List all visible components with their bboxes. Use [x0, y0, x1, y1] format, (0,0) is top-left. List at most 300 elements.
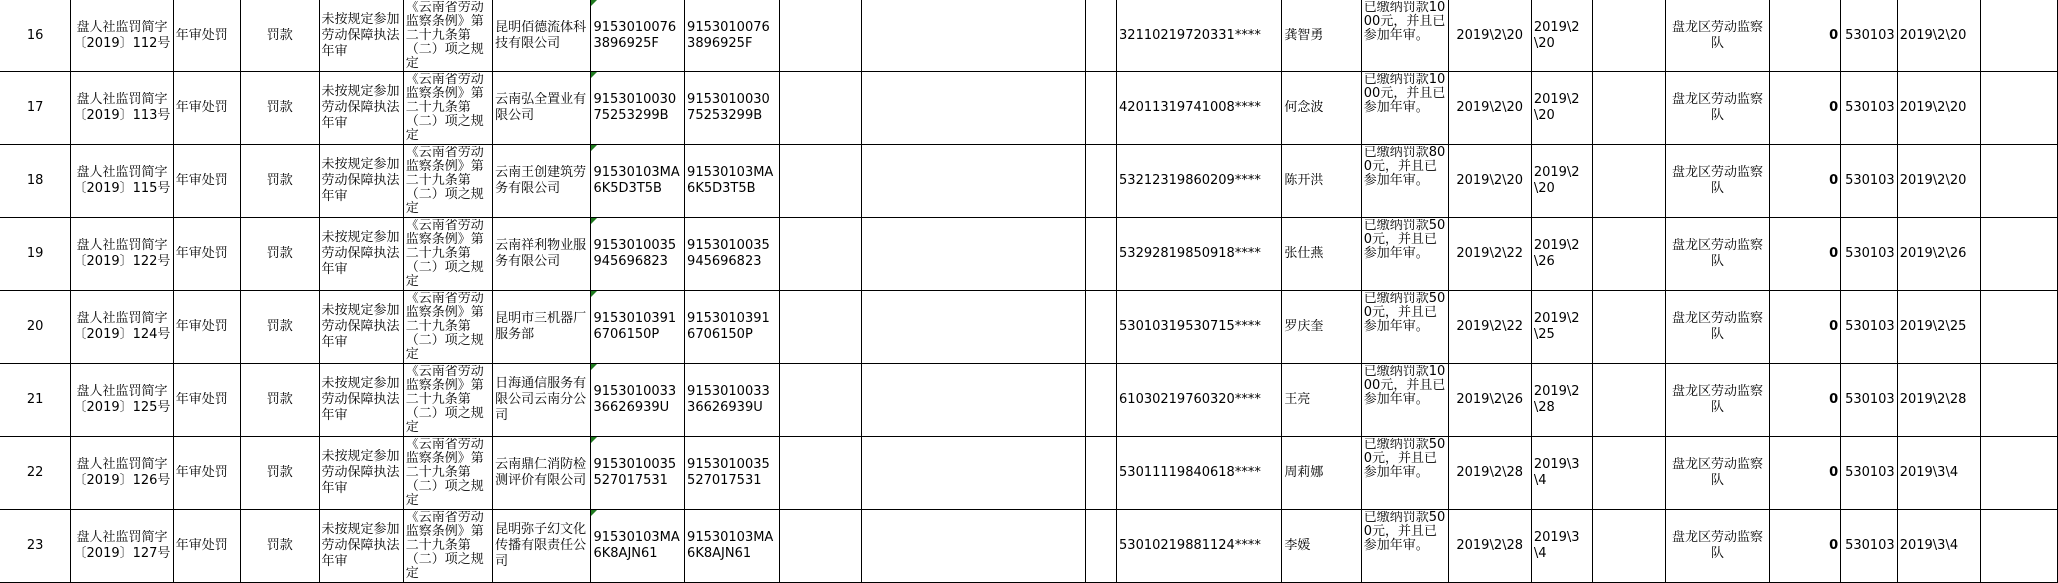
- cell-text: 19: [26, 246, 44, 261]
- cell-text: 已缴纳罚款500元，并且已参加年审。: [1363, 219, 1446, 261]
- id-number-cell[interactable]: [1117, 437, 1282, 510]
- valid-date-cell[interactable]: [1531, 364, 1592, 437]
- cell-text: 已缴纳罚款800元，并且已参加年审。: [1363, 146, 1446, 188]
- case-type-cell[interactable]: [173, 364, 240, 437]
- error-indicator-icon: [591, 364, 597, 370]
- decision-date-cell[interactable]: [1448, 0, 1531, 72]
- org-code-cell[interactable]: [685, 0, 780, 72]
- case-type-cell[interactable]: [173, 510, 240, 583]
- penalty-type-cell[interactable]: [240, 510, 319, 583]
- cell-text: 17: [26, 100, 44, 115]
- cell-text: 0: [1829, 27, 1839, 43]
- cell-text: 2019\3\4: [1899, 465, 1959, 480]
- valid-date-cell[interactable]: [1531, 437, 1592, 510]
- org-code-cell[interactable]: [685, 72, 780, 145]
- penalty-content-cell[interactable]: [1361, 437, 1448, 510]
- cell-text: 2019\2\25: [1533, 311, 1580, 342]
- cell-text: 罗庆奎: [1284, 319, 1324, 334]
- agency-cell[interactable]: [1666, 0, 1769, 72]
- id-number-cell[interactable]: [1117, 291, 1282, 364]
- entity-name-cell[interactable]: [493, 72, 591, 145]
- violation-reason-cell[interactable]: [319, 364, 403, 437]
- penalty-content-cell[interactable]: [1361, 145, 1448, 218]
- seq-cell[interactable]: [0, 72, 71, 145]
- agency-cell[interactable]: [1666, 218, 1769, 291]
- region-code-cell[interactable]: [1841, 364, 1898, 437]
- status-cell[interactable]: [1769, 218, 1841, 291]
- penalty-type-cell[interactable]: [240, 291, 319, 364]
- agency-cell[interactable]: [1666, 437, 1769, 510]
- legal-basis-cell[interactable]: [403, 291, 492, 364]
- cell-text: 2019\2\20: [1456, 100, 1524, 115]
- error-indicator-icon: [591, 510, 597, 516]
- empty-cell[interactable]: [1593, 0, 1666, 72]
- cell-text: 日海通信服务有限公司云南分公司: [495, 376, 587, 423]
- empty-cell[interactable]: [1980, 291, 2057, 364]
- decision-date-cell[interactable]: [1448, 364, 1531, 437]
- seq-cell[interactable]: [0, 0, 71, 72]
- case-type-cell[interactable]: [173, 291, 240, 364]
- violation-reason-cell[interactable]: [319, 291, 403, 364]
- empty-cell[interactable]: [1593, 72, 1666, 145]
- cell-text: 20: [26, 319, 44, 334]
- document-number-cell[interactable]: [71, 364, 174, 437]
- seq-cell[interactable]: [0, 437, 71, 510]
- cell-text: 2019\2\28: [1456, 538, 1524, 553]
- violation-reason-cell[interactable]: [319, 510, 403, 583]
- empty-cell[interactable]: [779, 72, 862, 145]
- seq-cell[interactable]: [0, 364, 71, 437]
- cell-text: 2019\3\4: [1899, 538, 1959, 553]
- table-row: [0, 437, 2058, 510]
- agency-cell[interactable]: [1666, 72, 1769, 145]
- cell-text: 李媛: [1284, 538, 1311, 553]
- cell-text: 53010219881124****: [1119, 538, 1261, 553]
- org-code-cell[interactable]: [685, 437, 780, 510]
- cell-text: 罚款: [266, 465, 293, 480]
- cell-text: 91530103916706150P: [687, 311, 770, 342]
- cell-text: 《云南省劳动监察条例》第二十九条第（二）项之规定: [405, 73, 484, 143]
- region-code-cell[interactable]: [1841, 510, 1898, 583]
- cell-text: 陈开洪: [1284, 173, 1324, 188]
- entity-name-cell[interactable]: [493, 218, 591, 291]
- entity-name-cell[interactable]: [493, 364, 591, 437]
- cell-text: 年审处罚: [175, 392, 228, 407]
- legal-representative-cell[interactable]: [1282, 0, 1361, 72]
- table-row: [0, 510, 2058, 583]
- update-date-cell[interactable]: [1897, 218, 1980, 291]
- penalty-content-cell[interactable]: [1361, 291, 1448, 364]
- status-cell[interactable]: [1769, 0, 1841, 72]
- cell-text: 盘龙区劳动监察队: [1671, 530, 1763, 561]
- legal-basis-cell[interactable]: [403, 0, 492, 72]
- status-cell[interactable]: [1769, 291, 1841, 364]
- penalty-content-cell[interactable]: [1361, 510, 1448, 583]
- cell-text: 盘龙区劳动监察队: [1671, 457, 1763, 488]
- case-type-cell[interactable]: [173, 437, 240, 510]
- violation-reason-cell[interactable]: [319, 145, 403, 218]
- cell-text: 2019\2\20: [1533, 19, 1580, 51]
- cell-text: 2019\2\20: [1899, 27, 1967, 43]
- cell-text: 年审处罚: [175, 319, 228, 334]
- agency-cell[interactable]: [1666, 145, 1769, 218]
- empty-cell[interactable]: [862, 0, 1085, 72]
- cell-text: 91530100763896925F: [687, 19, 770, 51]
- cell-text: 0: [1829, 465, 1839, 480]
- case-type-cell[interactable]: [173, 218, 240, 291]
- error-indicator-icon: [591, 0, 597, 6]
- empty-cell[interactable]: [1085, 145, 1116, 218]
- empty-cell[interactable]: [1593, 437, 1666, 510]
- cell-text: 2019\2\20: [1456, 27, 1524, 43]
- empty-cell[interactable]: [1980, 437, 2057, 510]
- violation-reason-cell[interactable]: [319, 0, 403, 72]
- empty-cell[interactable]: [1085, 0, 1116, 72]
- cell-text: 2019\2\25: [1899, 319, 1967, 334]
- valid-date-cell[interactable]: [1531, 218, 1592, 291]
- case-type-cell[interactable]: [173, 72, 240, 145]
- legal-basis-cell[interactable]: [403, 510, 492, 583]
- update-date-cell[interactable]: [1897, 291, 1980, 364]
- empty-cell[interactable]: [1593, 364, 1666, 437]
- org-code-cell[interactable]: [685, 218, 780, 291]
- cell-text: 《云南省劳动监察条例》第二十九条第（二）项之规定: [405, 365, 484, 435]
- legal-representative-cell[interactable]: [1282, 437, 1361, 510]
- status-cell[interactable]: [1769, 437, 1841, 510]
- id-number-cell[interactable]: [1117, 0, 1282, 72]
- legal-representative-cell[interactable]: [1282, 364, 1361, 437]
- case-type-cell[interactable]: [173, 145, 240, 218]
- cell-text: 云南祥利物业服务有限公司: [495, 238, 587, 269]
- cell-text: 9153010035945696823: [593, 238, 677, 269]
- cell-text: 已缴纳罚款500元，并且已参加年审。: [1363, 511, 1446, 553]
- error-indicator-icon: [591, 145, 597, 151]
- error-indicator-icon: [591, 437, 597, 443]
- org-code-cell[interactable]: [685, 364, 780, 437]
- table-row: [0, 218, 2058, 291]
- error-indicator-icon: [591, 72, 597, 78]
- cell-text: 已缴纳罚款500元，并且已参加年审。: [1363, 292, 1446, 334]
- valid-date-cell[interactable]: [1531, 72, 1592, 145]
- entity-name-cell[interactable]: [493, 145, 591, 218]
- cell-text: 年审处罚: [175, 246, 228, 261]
- empty-cell[interactable]: [1085, 364, 1116, 437]
- cell-text: 未按规定参加劳动保障执法年审: [321, 157, 400, 204]
- entity-name-cell[interactable]: [493, 0, 591, 72]
- region-code-cell[interactable]: [1841, 72, 1898, 145]
- legal-representative-cell[interactable]: [1282, 291, 1361, 364]
- penalty-content-cell[interactable]: [1361, 218, 1448, 291]
- seq-cell[interactable]: [0, 218, 71, 291]
- cell-text: 2019\2\20: [1899, 173, 1967, 188]
- cell-text: 0: [1829, 392, 1839, 407]
- error-indicator-icon: [591, 218, 597, 224]
- penalty-type-cell[interactable]: [240, 218, 319, 291]
- credit-code-cell[interactable]: [591, 0, 685, 72]
- document-number-cell[interactable]: [71, 510, 174, 583]
- legal-representative-cell[interactable]: [1282, 72, 1361, 145]
- penalty-type-cell[interactable]: [240, 145, 319, 218]
- org-code-cell[interactable]: [685, 145, 780, 218]
- case-type-cell[interactable]: [173, 0, 240, 72]
- update-date-cell[interactable]: [1897, 72, 1980, 145]
- id-number-cell[interactable]: [1117, 510, 1282, 583]
- legal-basis-cell[interactable]: [403, 145, 492, 218]
- cell-text: 91530100763896925F: [593, 19, 677, 51]
- credit-code-cell[interactable]: [591, 291, 685, 364]
- empty-cell[interactable]: [1593, 510, 1666, 583]
- status-cell[interactable]: [1769, 72, 1841, 145]
- legal-basis-cell[interactable]: [403, 437, 492, 510]
- empty-cell[interactable]: [862, 364, 1085, 437]
- cell-text: 2019\2\28: [1456, 465, 1524, 480]
- update-date-cell[interactable]: [1897, 145, 1980, 218]
- cell-text: 915301003336626939U: [593, 384, 677, 415]
- cell-text: 盘龙区劳动监察队: [1671, 92, 1763, 123]
- cell-text: 未按规定参加劳动保障执法年审: [321, 449, 400, 496]
- entity-name-cell[interactable]: [493, 510, 591, 583]
- cell-text: 盘人社监罚简字〔2019〕122号: [73, 238, 171, 269]
- credit-code-cell[interactable]: [591, 364, 685, 437]
- empty-cell[interactable]: [862, 72, 1085, 145]
- cell-text: 年审处罚: [175, 173, 228, 188]
- document-number-cell[interactable]: [71, 145, 174, 218]
- update-date-cell[interactable]: [1897, 0, 1980, 72]
- empty-cell[interactable]: [779, 218, 862, 291]
- credit-code-cell[interactable]: [591, 510, 685, 583]
- penalty-content-cell[interactable]: [1361, 364, 1448, 437]
- cell-text: 2019\2\26: [1899, 246, 1967, 261]
- id-number-cell[interactable]: [1117, 145, 1282, 218]
- cell-text: 《云南省劳动监察条例》第二十九条第（二）项之规定: [405, 219, 484, 289]
- empty-cell[interactable]: [1085, 291, 1116, 364]
- cell-text: 《云南省劳动监察条例》第二十九条第（二）项之规定: [405, 511, 484, 581]
- document-number-cell[interactable]: [71, 218, 174, 291]
- cell-text: 盘人社监罚简字〔2019〕113号: [73, 92, 171, 123]
- id-number-cell[interactable]: [1117, 218, 1282, 291]
- empty-cell[interactable]: [1085, 510, 1116, 583]
- cell-text: 年审处罚: [175, 538, 228, 553]
- cell-text: 未按规定参加劳动保障执法年审: [321, 522, 400, 569]
- cell-text: 9153010035527017531: [593, 457, 677, 488]
- cell-text: 昆明弥子幻文化传播有限责任公司: [495, 522, 587, 569]
- cell-text: 2019\3\4: [1533, 530, 1580, 561]
- cell-text: 18: [26, 173, 44, 188]
- empty-cell[interactable]: [1980, 510, 2057, 583]
- penalty-type-cell[interactable]: [240, 72, 319, 145]
- cell-text: 云南王创建筑劳务有限公司: [495, 165, 587, 196]
- agency-cell[interactable]: [1666, 510, 1769, 583]
- cell-text: 53011119840618****: [1119, 465, 1261, 480]
- legal-representative-cell[interactable]: [1282, 218, 1361, 291]
- decision-date-cell[interactable]: [1448, 437, 1531, 510]
- empty-cell[interactable]: [862, 218, 1085, 291]
- empty-cell[interactable]: [779, 510, 862, 583]
- cell-text: 盘人社监罚简字〔2019〕124号: [73, 311, 171, 342]
- document-number-cell[interactable]: [71, 437, 174, 510]
- empty-cell[interactable]: [1980, 0, 2057, 72]
- cell-text: 未按规定参加劳动保障执法年审: [321, 230, 400, 277]
- empty-cell[interactable]: [862, 437, 1085, 510]
- cell-text: 53292819850918****: [1119, 246, 1261, 261]
- id-number-cell[interactable]: [1117, 72, 1282, 145]
- empty-cell[interactable]: [1980, 145, 2057, 218]
- id-number-cell[interactable]: [1117, 364, 1282, 437]
- cell-text: 2019\3\4: [1533, 457, 1580, 488]
- cell-text: 已缴纳罚款1000元，并且已参加年审。: [1363, 1, 1446, 43]
- document-number-cell[interactable]: [71, 291, 174, 364]
- cell-text: 2019\2\20: [1456, 173, 1524, 188]
- cell-text: 0: [1829, 319, 1839, 334]
- decision-date-cell[interactable]: [1448, 291, 1531, 364]
- credit-code-cell[interactable]: [591, 437, 685, 510]
- penalty-type-cell[interactable]: [240, 364, 319, 437]
- update-date-cell[interactable]: [1897, 437, 1980, 510]
- agency-cell[interactable]: [1666, 291, 1769, 364]
- cell-text: 盘龙区劳动监察队: [1671, 238, 1763, 269]
- cell-text: 已缴纳罚款500元，并且已参加年审。: [1363, 438, 1446, 480]
- empty-cell[interactable]: [1085, 72, 1116, 145]
- seq-cell[interactable]: [0, 510, 71, 583]
- credit-code-cell[interactable]: [591, 72, 685, 145]
- empty-cell[interactable]: [779, 0, 862, 72]
- cell-text: 530103: [1845, 27, 1895, 43]
- cell-text: 2019\2\22: [1456, 246, 1524, 261]
- cell-text: 未按规定参加劳动保障执法年审: [321, 303, 400, 350]
- region-code-cell[interactable]: [1841, 0, 1898, 72]
- seq-cell[interactable]: [0, 291, 71, 364]
- table-row: [0, 364, 2058, 437]
- penalty-content-cell[interactable]: [1361, 72, 1448, 145]
- penalty-content-cell[interactable]: [1361, 0, 1448, 72]
- cell-text: 91530103916706150P: [593, 311, 677, 342]
- cell-text: 915301003336626939U: [687, 384, 770, 415]
- cell-text: 盘人社监罚简字〔2019〕126号: [73, 457, 171, 488]
- decision-date-cell[interactable]: [1448, 218, 1531, 291]
- empty-cell[interactable]: [862, 145, 1085, 218]
- cell-text: 盘龙区劳动监察队: [1671, 384, 1763, 415]
- empty-cell[interactable]: [1085, 218, 1116, 291]
- empty-cell[interactable]: [1980, 72, 2057, 145]
- status-cell[interactable]: [1769, 364, 1841, 437]
- empty-cell[interactable]: [779, 145, 862, 218]
- cell-text: 21: [26, 392, 44, 407]
- empty-cell[interactable]: [779, 291, 862, 364]
- cell-text: 0: [1829, 173, 1839, 188]
- empty-cell[interactable]: [1980, 218, 2057, 291]
- status-cell[interactable]: [1769, 510, 1841, 583]
- cell-text: 91530103MA6K5D3T5B: [687, 165, 774, 196]
- legal-basis-cell[interactable]: [403, 72, 492, 145]
- empty-cell[interactable]: [779, 437, 862, 510]
- valid-date-cell[interactable]: [1531, 0, 1592, 72]
- cell-text: 年审处罚: [175, 465, 228, 480]
- cell-text: 罚款: [266, 392, 293, 407]
- cell-text: 2019\2\26: [1456, 392, 1524, 407]
- region-code-cell[interactable]: [1841, 291, 1898, 364]
- legal-basis-cell[interactable]: [403, 218, 492, 291]
- agency-cell[interactable]: [1666, 364, 1769, 437]
- table-row: [0, 291, 2058, 364]
- cell-text: 盘人社监罚简字〔2019〕125号: [73, 384, 171, 415]
- decision-date-cell[interactable]: [1448, 145, 1531, 218]
- cell-text: 91530103MA6K8AJN61: [687, 530, 774, 561]
- violation-reason-cell[interactable]: [319, 218, 403, 291]
- cell-text: 未按规定参加劳动保障执法年审: [321, 84, 400, 131]
- credit-code-cell[interactable]: [591, 145, 685, 218]
- empty-cell[interactable]: [1980, 364, 2057, 437]
- seq-cell[interactable]: [0, 145, 71, 218]
- violation-reason-cell[interactable]: [319, 72, 403, 145]
- empty-cell[interactable]: [862, 510, 1085, 583]
- empty-cell[interactable]: [862, 291, 1085, 364]
- valid-date-cell[interactable]: [1531, 291, 1592, 364]
- entity-name-cell[interactable]: [493, 291, 591, 364]
- cell-text: 周莉娜: [1284, 465, 1324, 480]
- cell-text: 530103: [1845, 100, 1895, 115]
- cell-text: 《云南省劳动监察条例》第二十九条第（二）项之规定: [405, 438, 484, 508]
- org-code-cell[interactable]: [685, 291, 780, 364]
- legal-representative-cell[interactable]: [1282, 145, 1361, 218]
- cell-text: 《云南省劳动监察条例》第二十九条第（二）项之规定: [405, 292, 484, 362]
- cell-text: 0: [1829, 100, 1839, 115]
- legal-representative-cell[interactable]: [1282, 510, 1361, 583]
- cell-text: 91530103MA6K8AJN61: [593, 530, 680, 561]
- empty-cell[interactable]: [779, 364, 862, 437]
- cell-text: 罚款: [266, 173, 293, 188]
- decision-date-cell[interactable]: [1448, 72, 1531, 145]
- decision-date-cell[interactable]: [1448, 510, 1531, 583]
- credit-code-cell[interactable]: [591, 218, 685, 291]
- update-date-cell[interactable]: [1897, 510, 1980, 583]
- cell-text: 年审处罚: [175, 100, 228, 115]
- empty-cell[interactable]: [1085, 437, 1116, 510]
- valid-date-cell[interactable]: [1531, 510, 1592, 583]
- cell-text: 2019\2\20: [1533, 165, 1580, 196]
- update-date-cell[interactable]: [1897, 364, 1980, 437]
- cell-text: 何念波: [1284, 100, 1324, 115]
- cell-text: 2019\2\20: [1899, 100, 1967, 115]
- legal-basis-cell[interactable]: [403, 364, 492, 437]
- entity-name-cell[interactable]: [493, 437, 591, 510]
- region-code-cell[interactable]: [1841, 218, 1898, 291]
- cell-text: 龚智勇: [1284, 27, 1324, 43]
- org-code-cell[interactable]: [685, 510, 780, 583]
- cell-text: 盘人社监罚简字〔2019〕112号: [73, 19, 171, 51]
- penalty-type-cell[interactable]: [240, 0, 319, 72]
- cell-text: 罚款: [266, 100, 293, 115]
- table-row: [0, 72, 2058, 145]
- cell-text: 32110219720331****: [1119, 27, 1261, 43]
- region-code-cell[interactable]: [1841, 437, 1898, 510]
- violation-reason-cell[interactable]: [319, 437, 403, 510]
- status-cell[interactable]: [1769, 145, 1841, 218]
- cell-text: 昆明市三机器厂服务部: [495, 311, 587, 342]
- document-number-cell[interactable]: [71, 0, 174, 72]
- region-code-cell[interactable]: [1841, 145, 1898, 218]
- cell-text: 2019\2\26: [1533, 238, 1580, 269]
- penalty-type-cell[interactable]: [240, 437, 319, 510]
- empty-cell[interactable]: [1593, 218, 1666, 291]
- valid-date-cell[interactable]: [1531, 145, 1592, 218]
- cell-text: 盘龙区劳动监察队: [1671, 311, 1763, 342]
- empty-cell[interactable]: [1593, 291, 1666, 364]
- empty-cell[interactable]: [1593, 145, 1666, 218]
- cell-text: 未按规定参加劳动保障执法年审: [321, 376, 400, 423]
- error-indicator-icon: [591, 291, 597, 297]
- cell-text: 16: [26, 27, 44, 43]
- document-number-cell[interactable]: [71, 72, 174, 145]
